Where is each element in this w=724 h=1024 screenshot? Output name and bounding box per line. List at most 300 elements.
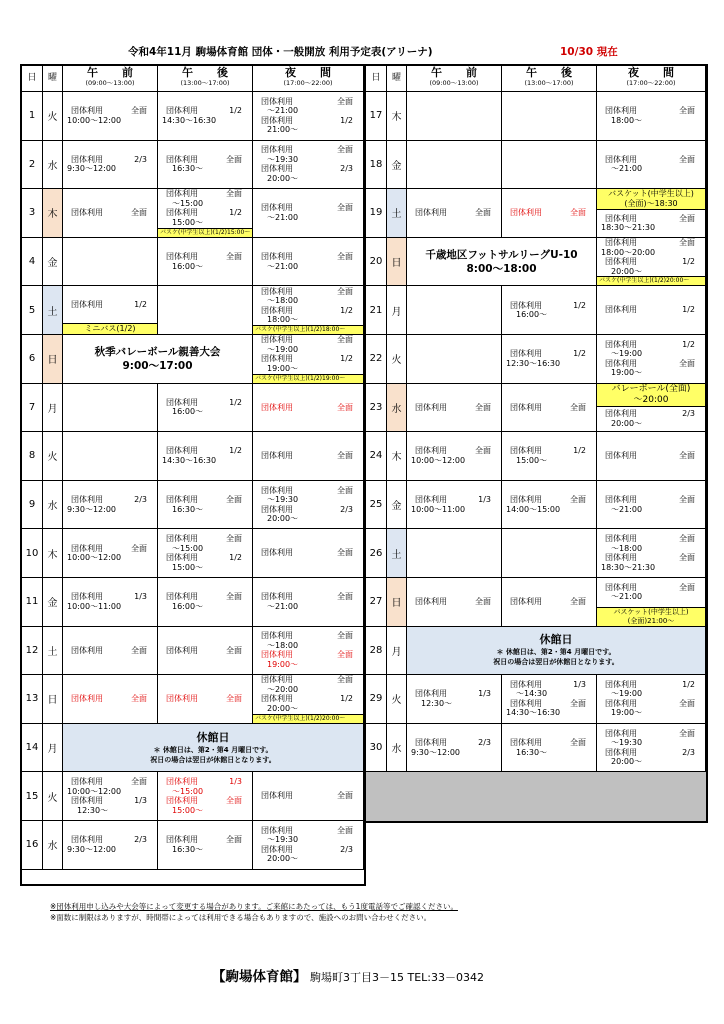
- slot-entry: [599, 729, 703, 739]
- slot-ev: [253, 821, 364, 869]
- table-row: [22, 821, 364, 870]
- slot-entries: [597, 432, 705, 480]
- day-of-week: 火: [43, 92, 63, 140]
- slot-am: [407, 384, 502, 432]
- entry-time: 14:30～16:30: [162, 455, 217, 465]
- day-number: 17: [366, 92, 387, 140]
- closed-title: 休館日: [539, 633, 573, 647]
- slot-entries: [502, 189, 596, 237]
- day-number: 19: [366, 189, 387, 237]
- slot-am: [63, 627, 158, 675]
- volleyball-note: [597, 384, 705, 407]
- entry-label: 団体利用: [605, 553, 637, 563]
- slot-entries: [597, 724, 705, 772]
- entry-time: 19:00～: [267, 659, 299, 669]
- slot-entries: [253, 189, 363, 237]
- slot-pm: [502, 529, 597, 577]
- entry-area: 全面: [337, 96, 353, 106]
- table-row: [22, 286, 364, 335]
- entry-area: 2/3: [682, 747, 695, 757]
- entry-time: 14:30～16:30: [506, 708, 561, 718]
- entry-area: 1/2: [573, 300, 586, 310]
- table-row: [22, 627, 364, 676]
- header-am-time: (09:00～13:00): [429, 79, 479, 87]
- slot-entry: [65, 155, 155, 165]
- entry-time: 16:00～: [172, 601, 204, 611]
- table-header: [366, 66, 706, 92]
- entry-time: ～21:00: [611, 164, 643, 174]
- entry-time: 14:30～16:30: [162, 115, 217, 125]
- header-ev: [253, 66, 364, 92]
- slot-pm: [158, 286, 253, 334]
- slot-ev: [597, 675, 706, 723]
- entry-area: 1/3: [478, 689, 491, 699]
- day-number: 13: [22, 675, 43, 723]
- slot-entry: [504, 738, 594, 748]
- closed-day-notice: [407, 627, 706, 675]
- day-of-week: 木: [387, 92, 407, 140]
- day-number: 4: [22, 238, 43, 286]
- slot-entry: [599, 106, 703, 116]
- entry-time: 20:00～: [267, 703, 299, 713]
- slot-entries: [253, 772, 363, 820]
- day-of-week: 月: [43, 724, 63, 772]
- entry-area: 全面: [337, 592, 353, 602]
- entry-time: ～18:00: [611, 543, 643, 553]
- basketball-note: [597, 189, 705, 210]
- entry-time: ～14:30: [516, 689, 548, 699]
- entry-label: 団体利用: [166, 553, 198, 563]
- slot-entry: [65, 796, 155, 806]
- slot-am: [407, 529, 502, 577]
- entry-time: 16:00～: [172, 407, 204, 417]
- entry-time: ～19:30: [267, 835, 299, 845]
- slot-entry: [599, 155, 703, 165]
- slot-entries: [253, 238, 363, 286]
- table-row: [366, 627, 706, 676]
- slot-entry: [255, 354, 361, 364]
- slot-entries: [158, 675, 252, 723]
- unused-area: [366, 772, 706, 821]
- table-row: [22, 772, 364, 821]
- slot-am: [63, 238, 158, 286]
- slot-am: [63, 772, 158, 820]
- entry-time: 20:00～: [611, 418, 643, 428]
- slot-entry: [599, 340, 703, 350]
- entry-area: 1/2: [340, 694, 353, 704]
- entry-label: 団体利用: [605, 534, 637, 544]
- entry-area: 2/3: [340, 844, 353, 854]
- entry-label: 団体利用: [605, 339, 637, 349]
- slot-entry: [160, 534, 250, 544]
- entry-area: 全面: [570, 402, 586, 412]
- slot-entry: [255, 203, 361, 213]
- slot-am: [407, 335, 502, 383]
- slot-entry: [409, 403, 499, 413]
- header-pm-time: (13:00～17:00): [180, 79, 230, 87]
- entry-time: 10:00～11:00: [67, 601, 122, 611]
- entry-label: 団体利用: [166, 397, 198, 407]
- entry-area: 全面: [475, 446, 491, 456]
- entry-area: 全面: [226, 252, 242, 262]
- entry-area: 全面: [337, 650, 353, 660]
- entry-label: 団体利用: [261, 485, 293, 495]
- entry-time: 14:00～15:00: [506, 504, 561, 514]
- entry-label: 団体利用: [71, 796, 103, 806]
- entry-time: 16:30～: [172, 844, 204, 854]
- slot-entry: [160, 835, 250, 845]
- entry-area: 全面: [226, 495, 242, 505]
- slot-entry: [255, 650, 361, 660]
- entry-label: 団体利用: [415, 597, 447, 607]
- entry-area: 2/3: [682, 409, 695, 419]
- slot-am: [407, 189, 502, 237]
- gym-name: 【駒場体育館】: [212, 969, 307, 985]
- event-banner: [63, 335, 253, 383]
- slot-am: [63, 481, 158, 529]
- event-banner: [407, 238, 597, 286]
- slot-pm: [502, 675, 597, 723]
- table-row: [366, 432, 706, 481]
- entry-area: 1/2: [682, 257, 695, 267]
- entry-time: 16:30～: [516, 747, 548, 757]
- entry-time: 12:30～: [421, 698, 453, 708]
- entry-time: 16:30～: [172, 504, 204, 514]
- slot-entries: [253, 92, 363, 140]
- entry-label: 団体利用: [166, 252, 198, 262]
- day-number: 23: [366, 384, 387, 432]
- slot-entry: [160, 189, 250, 199]
- slot-entry: [504, 680, 594, 690]
- slot-entry: [255, 287, 361, 297]
- entry-label: 団体利用: [261, 592, 293, 602]
- note-line-2: (全面)～18:30: [624, 199, 678, 209]
- day-number: 18: [366, 141, 387, 189]
- entry-label: 団体利用: [605, 106, 637, 116]
- slot-pm: [502, 141, 597, 189]
- slot-entry: [160, 208, 250, 218]
- gym-address: 駒場町3丁目3－15 TEL:33－0342: [310, 971, 484, 984]
- entry-time: 19:00～: [611, 368, 643, 378]
- closed-note-1: ＊ 休館日は、第2・第4 月曜日です。: [153, 745, 273, 754]
- slot-entry: [504, 301, 594, 311]
- entry-time: 10:00～12:00: [67, 786, 122, 796]
- slot-entry: [65, 544, 155, 554]
- slot-entry: [599, 680, 703, 690]
- event-name: 千歳地区フットサルリーグU-10: [425, 248, 578, 261]
- slot-entries: [253, 141, 363, 189]
- day-number: 21: [366, 286, 387, 334]
- slot-entries: [597, 141, 705, 189]
- entry-label: 団体利用: [71, 299, 103, 309]
- basketball-note: バスケ(中学生以上)(1/2)15:00～: [160, 228, 251, 236]
- table-row: [366, 724, 706, 773]
- closed-day-notice: [63, 724, 364, 772]
- header-am-label: 午前: [87, 66, 157, 79]
- entry-label: 団体利用: [415, 446, 447, 456]
- entry-area: 全面: [570, 495, 586, 505]
- slot-entries: [158, 578, 252, 626]
- entry-time: ～21:00: [611, 592, 643, 602]
- entry-area: 全面: [679, 534, 695, 544]
- slot-entry: [599, 409, 703, 419]
- entry-time: 20:00～: [267, 854, 299, 864]
- entry-area: 全面: [475, 208, 491, 218]
- entry-area: 2/3: [134, 835, 147, 845]
- entry-time: ～19:30: [267, 495, 299, 505]
- day-of-week: 木: [387, 432, 407, 480]
- slot-entries: [63, 821, 157, 869]
- entry-label: 団体利用: [261, 504, 293, 514]
- entry-label: 団体利用: [71, 694, 103, 704]
- footnote-2: ※面数に制限はありますが、時間帯によっては利用できる場合もありますので、施設へのお問い合わせください。: [50, 913, 432, 922]
- entry-time: ～18:00: [267, 296, 299, 306]
- entry-area: 全面: [337, 485, 353, 495]
- entry-area: 全面: [337, 451, 353, 461]
- day-number: 10: [22, 529, 43, 577]
- slot-pm: [158, 432, 253, 480]
- entry-time: 12:30～16:30: [506, 358, 561, 368]
- entry-area: 全面: [570, 698, 586, 708]
- day-number: 1: [22, 92, 43, 140]
- slot-ev: [253, 578, 364, 626]
- entry-label: 団体利用: [605, 698, 637, 708]
- slot-entries: [502, 578, 596, 626]
- slot-entries: [502, 384, 596, 432]
- entry-label: 団体利用: [261, 164, 293, 174]
- schedule-table-right: [364, 64, 708, 823]
- slot-entry: [599, 359, 703, 369]
- slot-entry: [65, 208, 155, 218]
- header-pm: [158, 66, 253, 92]
- slot-entries: [253, 627, 363, 675]
- day-of-week: 水: [43, 141, 63, 189]
- entry-label: 団体利用: [261, 675, 293, 685]
- day-of-week: 木: [43, 529, 63, 577]
- slot-entries: [253, 286, 363, 325]
- entry-time: ～15:00: [172, 786, 204, 796]
- slot-entry: [65, 300, 155, 310]
- day-number: 12: [22, 627, 43, 675]
- entry-area: 全面: [131, 106, 147, 116]
- entry-area: 全面: [679, 451, 695, 461]
- entry-time: ～19:00: [611, 349, 643, 359]
- slot-entries: [63, 384, 157, 432]
- entry-area: 全面: [337, 631, 353, 641]
- entry-time: 18:00～: [611, 115, 643, 125]
- slot-entries: [502, 675, 596, 723]
- table-row: [22, 529, 364, 578]
- slot-entry: [255, 548, 361, 558]
- entry-area: 1/2: [229, 446, 242, 456]
- entry-time: 9:30～12:00: [67, 164, 117, 174]
- day-number: 22: [366, 335, 387, 383]
- slot-pm: [502, 724, 597, 772]
- entry-label: 団体利用: [510, 495, 542, 505]
- day-number: 8: [22, 432, 43, 480]
- entry-label: 団体利用: [510, 300, 542, 310]
- day-number: 27: [366, 578, 387, 626]
- entry-label: 団体利用: [261, 115, 293, 125]
- entry-label: 団体利用: [261, 694, 293, 704]
- closed-note-2: 祝日の場合は翌日が休館日となります。: [150, 755, 276, 764]
- slot-pm: [158, 578, 253, 626]
- slot-entries: [502, 432, 596, 480]
- slot-am: [407, 578, 502, 626]
- slot-entry: [255, 252, 361, 262]
- entry-area: 全面: [337, 335, 353, 345]
- day-of-week: 火: [387, 335, 407, 383]
- entry-time: ～18:00: [267, 640, 299, 650]
- entry-label: 団体利用: [261, 844, 293, 854]
- slot-pm: [502, 92, 597, 140]
- day-number: 11: [22, 578, 43, 626]
- day-number: 25: [366, 481, 387, 529]
- day-of-week: 日: [43, 675, 63, 723]
- slot-entries: [253, 821, 363, 869]
- entry-time: 15:00～: [172, 217, 204, 227]
- header-ev-label: 夜間: [285, 66, 355, 79]
- entry-area: 2/3: [134, 495, 147, 505]
- entry-time: ～21:00: [267, 601, 299, 611]
- slot-pm: [502, 286, 597, 334]
- slot-pm: [502, 481, 597, 529]
- entry-area: 全面: [337, 203, 353, 213]
- slot-ev: [597, 724, 706, 772]
- slot-pm: [158, 529, 253, 577]
- day-number: 6: [22, 335, 43, 383]
- slot-entry: [599, 699, 703, 709]
- slot-ev: [597, 432, 706, 480]
- slot-entries: [63, 432, 157, 480]
- entry-label: 団体利用: [166, 592, 198, 602]
- entry-area: 全面: [475, 402, 491, 412]
- slot-ev: [253, 238, 364, 286]
- entry-label: 団体利用: [510, 446, 542, 456]
- slot-pm: [158, 92, 253, 140]
- day-of-week: 木: [43, 189, 63, 237]
- entry-label: 団体利用: [166, 208, 198, 218]
- entry-label: 団体利用: [605, 747, 637, 757]
- entry-time: 9:30～12:00: [67, 844, 117, 854]
- slot-entries: [597, 210, 705, 237]
- table-row: [366, 578, 706, 627]
- slot-pm: [158, 238, 253, 286]
- header-ev-time: (17:00～22:00): [283, 79, 333, 87]
- day-number: 24: [366, 432, 387, 480]
- page-title: [0, 44, 724, 58]
- slot-entry: [160, 777, 250, 787]
- slot-entries: [502, 529, 596, 577]
- day-of-week: 火: [43, 772, 63, 820]
- entry-label: 団体利用: [166, 835, 198, 845]
- entry-time: ～21:00: [267, 261, 299, 271]
- slot-pm: [502, 384, 597, 432]
- header-day: 日: [366, 66, 387, 92]
- table-row: [366, 529, 706, 578]
- entry-area: 1/2: [229, 208, 242, 218]
- entry-time: ～19:30: [611, 738, 643, 748]
- entry-label: 団体利用: [605, 728, 637, 738]
- slot-entries: [253, 481, 363, 529]
- entry-area: 1/2: [340, 354, 353, 364]
- slot-entries: [253, 432, 363, 480]
- slot-entries: [158, 627, 252, 675]
- entry-time: ～19:30: [267, 154, 299, 164]
- slot-entry: [160, 592, 250, 602]
- entry-area: 1/2: [340, 305, 353, 315]
- closed-note-2: 祝日の場合は翌日が休館日となります。: [493, 658, 619, 667]
- entry-area: 全面: [131, 694, 147, 704]
- slot-ev: [253, 92, 364, 140]
- slot-entry: [504, 597, 594, 607]
- slot-entries: [253, 335, 363, 374]
- entry-label: 団体利用: [510, 402, 542, 412]
- slot-entry: [409, 738, 499, 748]
- note-line-1: バスケット(中学生以上): [608, 189, 694, 199]
- basketball-note: バスケ(中学生以上)(1/2)20:00～: [253, 714, 363, 723]
- slot-entry: [255, 116, 361, 126]
- entry-label: 団体利用: [605, 238, 637, 248]
- day-number: 9: [22, 481, 43, 529]
- entry-area: 全面: [337, 675, 353, 685]
- slot-am: [407, 92, 502, 140]
- slot-am: [407, 675, 502, 723]
- slot-pm: [158, 772, 253, 820]
- entry-time: ～21:00: [267, 212, 299, 222]
- entry-time: 16:00～: [172, 261, 204, 271]
- entry-area: 1/2: [573, 446, 586, 456]
- entry-area: 全面: [337, 252, 353, 262]
- slot-entries: [63, 92, 157, 140]
- header-pm: [502, 66, 597, 92]
- basketball-note: バスケ(中学生以上)(1/2)19:00～: [253, 374, 363, 383]
- slot-ev: [597, 384, 706, 432]
- entry-area: 全面: [226, 645, 242, 655]
- slot-entries: [158, 189, 252, 228]
- slot-pm: [158, 141, 253, 189]
- entry-label: 団体利用: [605, 679, 637, 689]
- entry-label: 団体利用: [415, 738, 447, 748]
- slot-am: [407, 141, 502, 189]
- slot-pm: [158, 189, 253, 237]
- schedule-table-left: [20, 64, 366, 886]
- entry-time: ～21:00: [611, 504, 643, 514]
- entry-area: 全面: [475, 597, 491, 607]
- entry-label: 団体利用: [510, 738, 542, 748]
- slot-entry: [599, 495, 703, 505]
- slot-ev: [597, 189, 706, 237]
- slot-pm: [502, 335, 597, 383]
- slot-entry: [504, 208, 594, 218]
- day-number: 28: [366, 627, 387, 675]
- entry-time: 10:00～12:00: [67, 553, 122, 563]
- slot-entries: [158, 481, 252, 529]
- entry-label: 団体利用: [605, 213, 637, 223]
- slot-entry: [160, 155, 250, 165]
- slot-entries: [63, 675, 157, 723]
- slot-entry: [255, 97, 361, 107]
- slot-ev: [597, 529, 706, 577]
- day-of-week: 金: [43, 238, 63, 286]
- slot-am: [63, 92, 158, 140]
- slot-entry: [409, 495, 499, 505]
- slot-entry: [409, 446, 499, 456]
- slot-entries: [63, 189, 157, 237]
- day-of-week: 日: [387, 578, 407, 626]
- slot-entry: [160, 796, 250, 806]
- basketball-note: バスケ(中学生以上)(1/2)20:00～: [597, 276, 705, 285]
